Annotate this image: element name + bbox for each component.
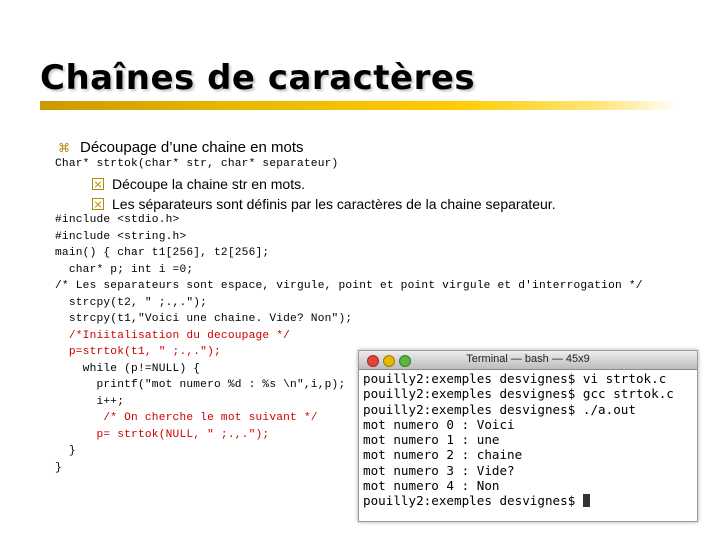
- code-line: strcpy(t1,"Voici une chaine. Vide? Non");: [55, 313, 353, 325]
- terminal-output[interactable]: [359, 370, 697, 510]
- code-line: }: [55, 461, 62, 474]
- strtok-signature: Char* strtok(char* str, char* separateur): [55, 158, 339, 170]
- terminal-cursor: [583, 494, 590, 507]
- code-line: printf("mot numero %d : %s \n",i,p);: [55, 379, 346, 391]
- code-comment: /* On cherche le mot suivant */: [55, 412, 318, 424]
- code-line: }: [55, 445, 76, 457]
- z-bullet-icon: ⌘: [58, 140, 70, 155]
- terminal-line: pouilly2:exemples desvignes$ vi strtok.c: [363, 371, 667, 386]
- code-line: #include <stdio.h>: [55, 214, 180, 226]
- terminal-line: pouilly2:exemples desvignes$ gcc strtok.c: [363, 386, 674, 402]
- code-line: i++;: [55, 395, 125, 408]
- box-bullet-icon: [92, 178, 104, 190]
- code-line: /* Les separateurs sont espace, virgule, point et point virgule et d'interrogation */: [55, 280, 643, 292]
- code-line: main() { char t1[256], t2[256];: [55, 247, 270, 259]
- terminal-titlebar[interactable]: [359, 351, 697, 370]
- bullet-main: [58, 139, 304, 156]
- subbullet-1-text: Découpe la chaine str en mots.: [112, 176, 305, 192]
- terminal-line: mot numero 1 : une: [363, 432, 500, 448]
- subbullet-2: [92, 196, 556, 212]
- terminal-line: mot numero 2 : chaine: [363, 447, 523, 463]
- subbullet-2-text: Les séparateurs sont définis par les caractères de la chaine separateur.: [112, 196, 556, 212]
- terminal-prompt: pouilly2:exemples desvignes$: [363, 493, 583, 509]
- code-line: strcpy(t2, " ;.,.");: [55, 296, 208, 309]
- code-line: while (p!=NULL) {: [55, 362, 201, 375]
- terminal-line: mot numero 0 : Voici: [363, 416, 515, 432]
- box-bullet-icon: [92, 198, 104, 210]
- bullet-main-text: Découpage d’une chaine en mots: [80, 139, 304, 156]
- title-underline: [40, 101, 680, 110]
- terminal-line: pouilly2:exemples desvignes$ ./a.out: [363, 401, 636, 417]
- slide-title: Chaînes de caractères: [40, 58, 476, 98]
- terminal-line: mot numero 4 : Non: [363, 478, 500, 494]
- code-line: #include <string.h>: [55, 230, 187, 243]
- code-line-highlighted: p=strtok(t1, " ;.,.");: [55, 346, 221, 358]
- code-comment: /*Iniitalisation du decoupage */: [55, 329, 291, 342]
- terminal-title: Terminal — bash — 45x9: [466, 353, 590, 365]
- code-line-highlighted: p= strtok(NULL, " ;.,.");: [55, 428, 270, 441]
- terminal-window[interactable]: [358, 350, 698, 522]
- terminal-line: mot numero 3 : Vide?: [363, 462, 515, 478]
- code-line: char* p; int i =0;: [55, 263, 194, 276]
- subbullet-1: [92, 176, 305, 192]
